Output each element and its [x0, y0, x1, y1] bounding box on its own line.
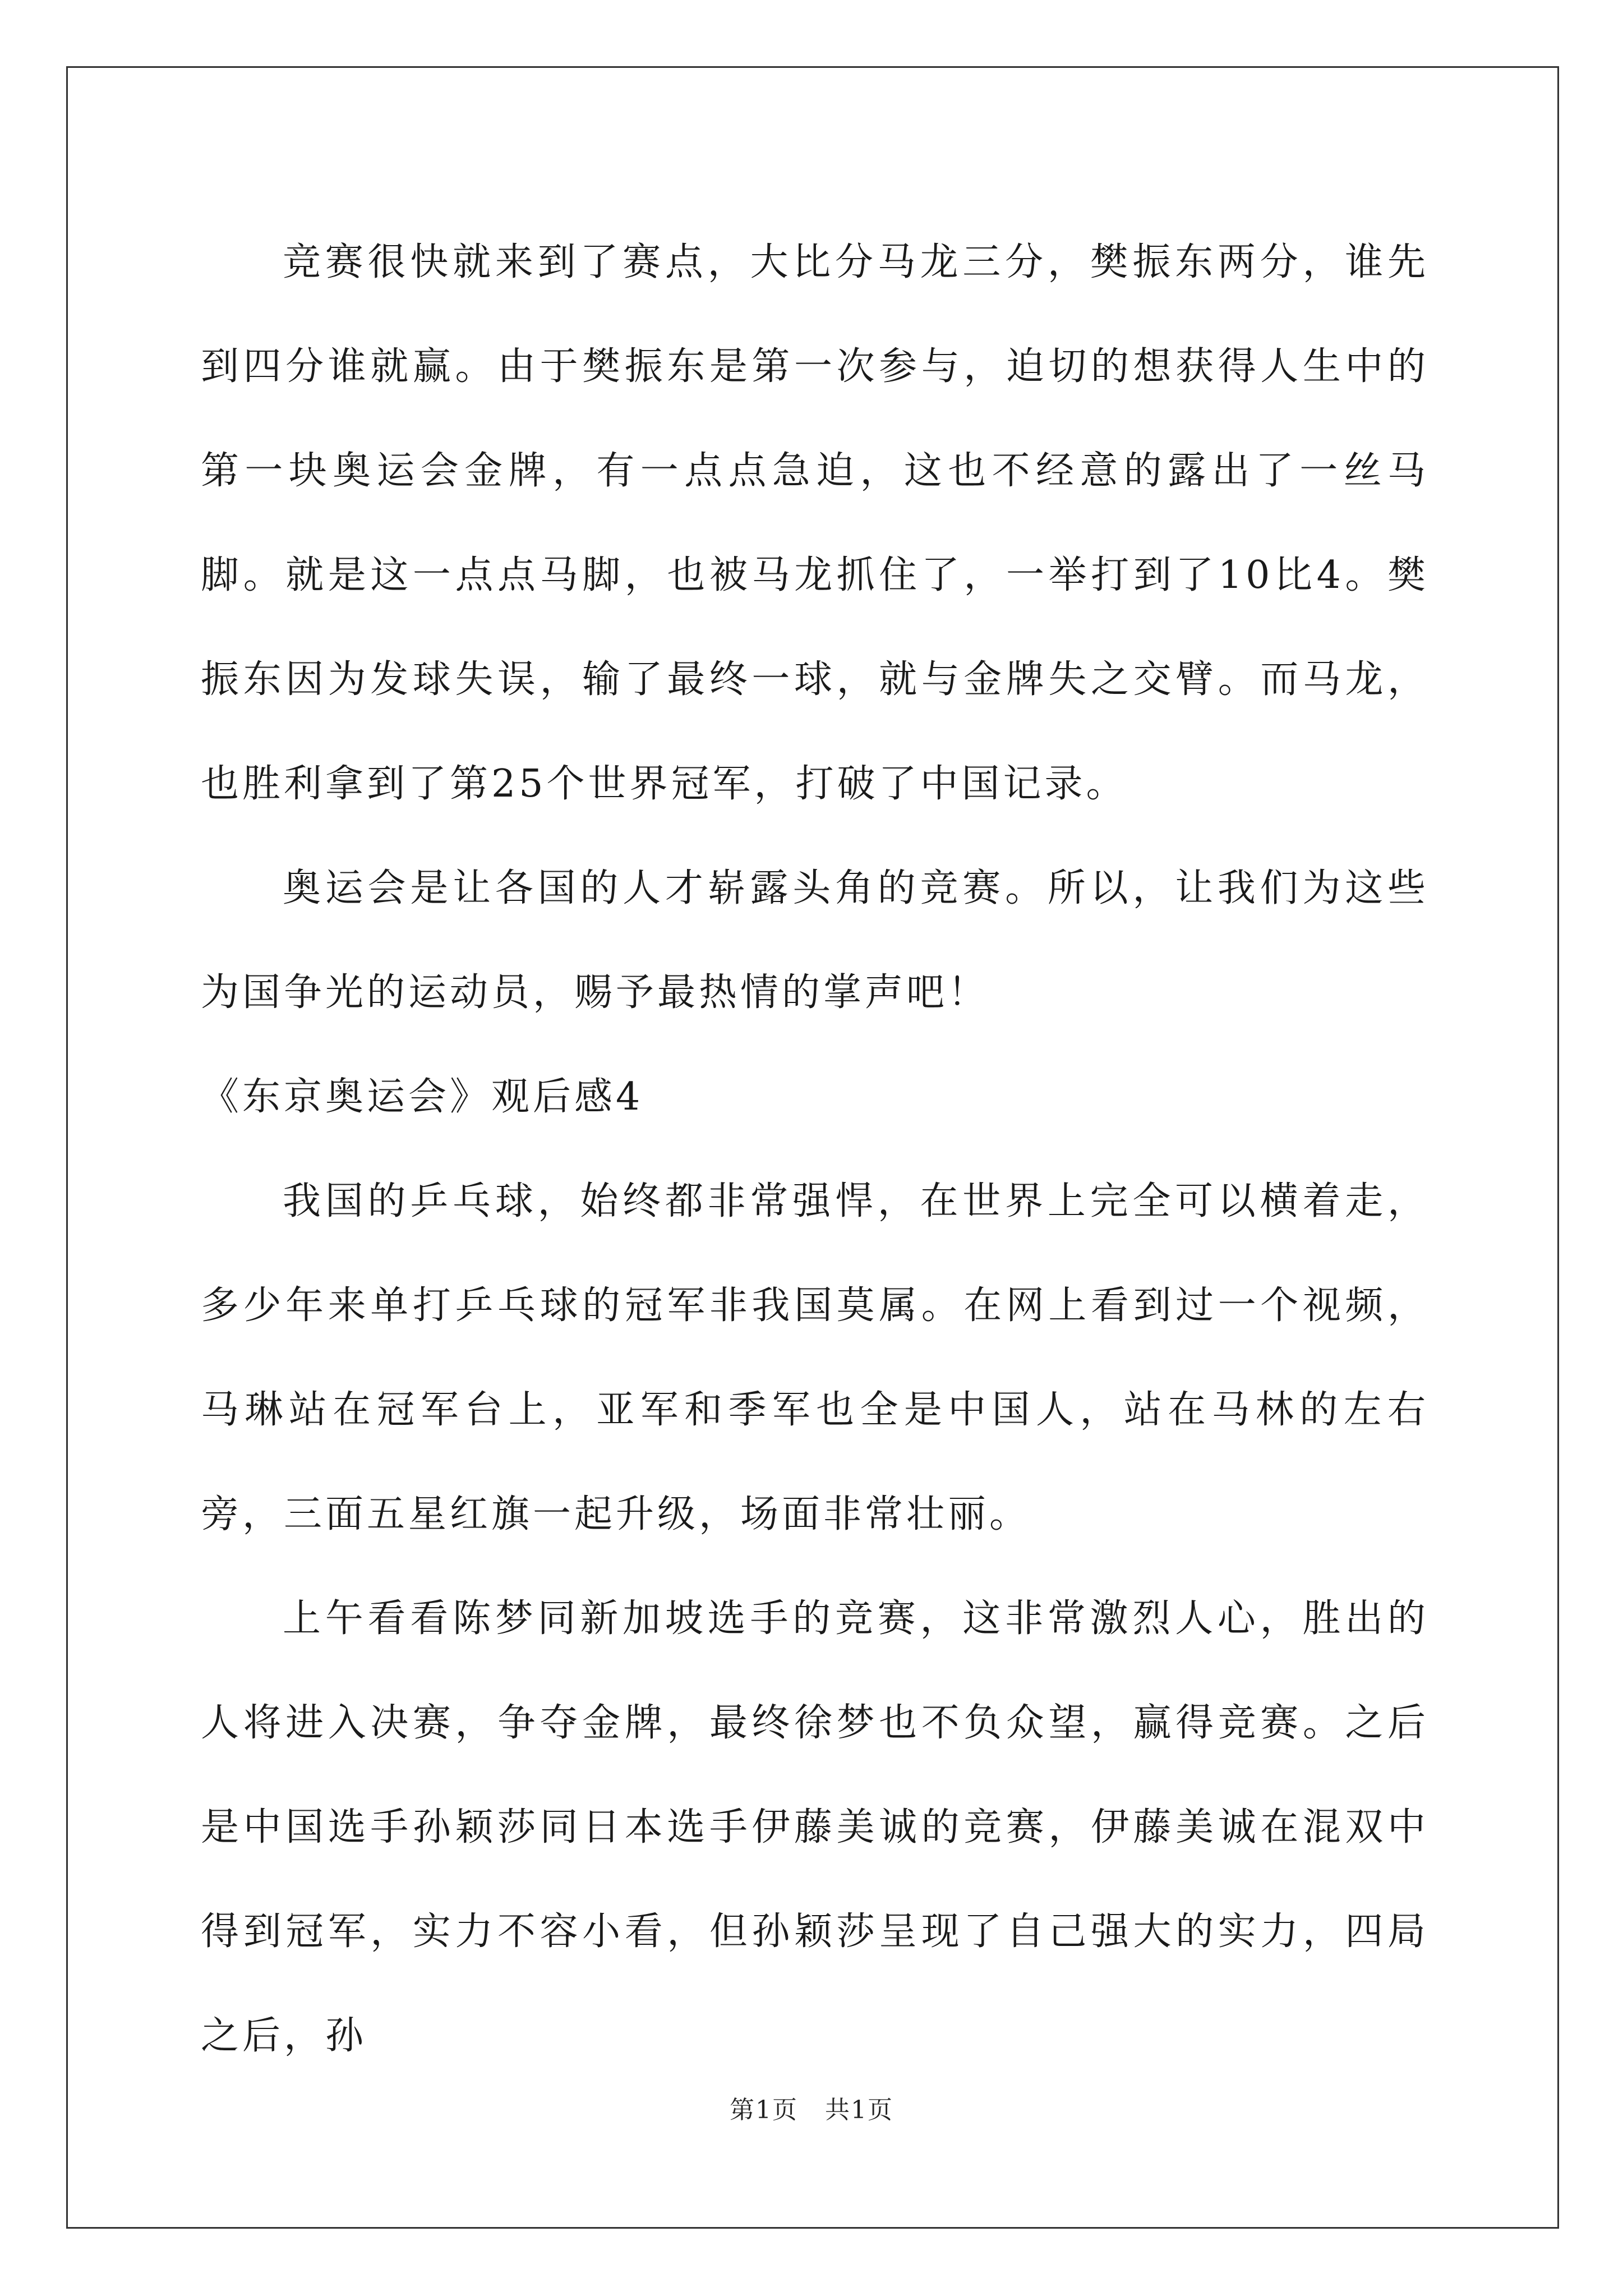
paragraph-3: 我国的乒乓球，始终都非常强悍，在世界上完全可以横着走，多少年来单打乒乓球的冠军非我国莫属。在网上看到过一个视频，马琳站在冠军台上，亚军和季军也全是中国人，站在马林的左右旁，三面五星红旗一起升级，场面非常壮丽。	[201, 1179, 1429, 1536]
paragraph-2: 奥运会是让各国的人才崭露头角的竞赛。所以，让我们为这些为国争光的运动员，赐予最热情的掌声吧！	[201, 866, 1429, 1015]
paragraph-1: 竞赛很快就来到了赛点，大比分马龙三分，樊振东两分，谁先到四分谁就赢。由于樊振东是第一次参与，迫切的想获得人生中的第一块奥运会金牌，有一点点急迫，这也不经意的露出了一丝马脚。就是这一点点马脚，也被马龙抓住了，一举打到了10比4。樊振东因为发球失误，输了最终一球，就与金牌失之交臂。而马龙，也胜利拿到了第25个世界冠军，打破了中国记录。	[201, 240, 1429, 806]
section-heading: 《东京奥运会》观后感4	[201, 1075, 644, 1119]
document-body	[201, 210, 1429, 2088]
page-current-label: 第1页	[730, 2096, 799, 2124]
page-total-label: 共1页	[824, 2096, 893, 2124]
paragraph-4: 上午看看陈梦同新加坡选手的竞赛，这非常激烈人心，胜出的人将进入决赛，争夺金牌，最终徐梦也不负众望，赢得竞赛。之后是中国选手孙颖莎同日本选手伊藤美诚的竞赛，伊藤美诚在混双中得到冠军，实力不容小看，但孙颖莎呈现了自己强大的实力，四局之后，孙	[201, 1596, 1429, 2058]
page-footer	[0, 2090, 1623, 2125]
